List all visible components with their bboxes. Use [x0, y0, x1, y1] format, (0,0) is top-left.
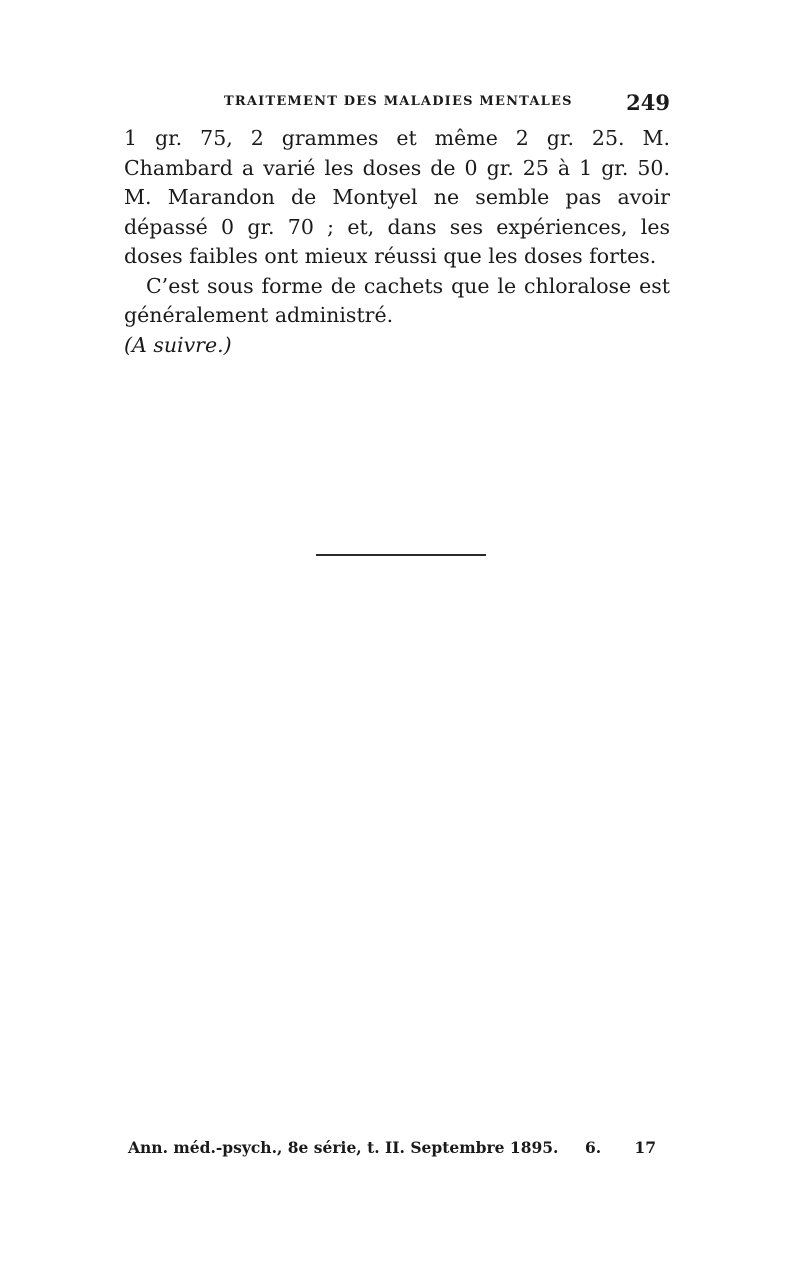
paragraph: 1 gr. 75, 2 grammes et même 2 gr. 25. M. Chambard a varié les doses de 0 gr. 25 à 1 gr. 50. M. Marandon de Montyel ne semble pas avoir dépassé 0 gr. 70 ; et, dans ses expériences, les doses faibles ont mieux réussi que les doses fortes. — [124, 126, 670, 268]
running-header — [124, 90, 670, 118]
running-title: TRAITEMENT DES MALADIES MENTALES — [224, 94, 573, 109]
sheet-signature: 6. — [585, 1138, 602, 1157]
paragraph: C’est sous forme de cachets que le chloralose est généralement administré. — [124, 273, 670, 327]
sheet-number: 17 — [634, 1138, 656, 1157]
main-text — [124, 124, 670, 360]
journal-citation: Ann. méd.-psych., 8e série, t. II. Septembre 1895. — [128, 1138, 559, 1157]
section-divider — [316, 554, 486, 556]
page-number: 249 — [626, 90, 670, 115]
to-be-continued-note: (A suivre.) — [124, 332, 232, 357]
